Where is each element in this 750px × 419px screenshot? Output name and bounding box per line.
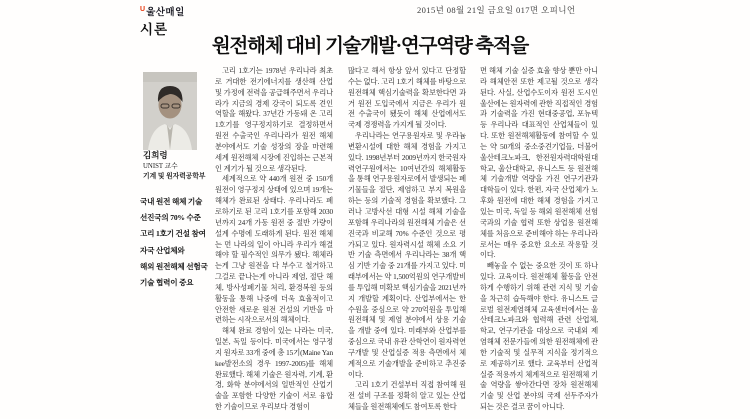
paragraph: 우리나라는 연구용원자로 및 우라늄 변환시설에 대한 해체 경험을 가지고 있다. 1998년부터 2009년까지 한국원자력연구원에서는 10여년간의 해체활동을 통해 연구용원자로에서 발생되는 폐기물들을 절단, 제염하고 부지 복원을 하는 등의 기술적 경험을 확보했다. 그러나 고방사선 대형 시설 해체 기술을 포함해 우리나라의 원전해체 기술은 선진국과 비교해 70% 수준인 것으로 평가되고 있다. 원자력시설 해체 소요 기반 기술 측면에서 우리나라는 38개 핵심 기반 기술 중 21개를 가지고 있다. 미래부에서는 약 1,500억원의 연구개발비를 투입해 미확보 핵심기술을 2021년까지 개발할 계획이다. 산업부에서는 한수원을 중심으로 약 270억원을 투입해 원전해체 및 제염 분야에서 상용 기술을 개발 중에 있다. 미래부와 산업부를 중심으로 국내 유관 산학연이 원자력연구개발 및 산업실증 적용 측면에서 체계적으로 기술개발을 준비하고 추진중이다. [348, 132, 466, 379]
article-headline: 원전해체 대비 기술개발·연구역량 축적을 [211, 36, 529, 57]
pull-quote [140, 194, 220, 291]
paragraph: 고리 1호기 건설부터 직접 참여해 원전 설비 구조를 정확히 알고 있는 산업체들을 원전해체에도 참여토록 한다 [348, 381, 466, 412]
pull-quote-line: 선진국의 70% 수준 [140, 213, 201, 223]
author-photo [143, 72, 197, 150]
body-column-2 [348, 66, 466, 413]
body-column-1 [215, 66, 333, 413]
paragraph: 빼놓을 수 없는 중요한 것이 또 하나 있다. 교육이다. 원전해체 활동을 안전하게 수행하기 위해 관련 지식 및 기술을 차근히 습득해야 한다. 유니스트 글로벌 원전제염해체 교육센터에서는 울산테크노파크와 협력해 관련 산업체, 학교, 연구기관을 대상으로 국내외 제염해체 전문가들에 의한 원전해체에 관한 기술적 및 실무적 지식을 정기적으로 제공하기로 했다. 교육부터 산업적 실증 적용까지 체계적으로 원전해체 기술 역량을 쌓아간다면 장차 원전해체 기술 및 산업 분야의 국제 선두주자가 되는 것은 결코 꿈이 아니다. [480, 262, 598, 412]
pull-quote-line: 자국 산업체와 [140, 245, 185, 255]
section-label: 시론 [140, 22, 169, 37]
paragraph: 해체 완료 경험이 있는 나라는 미국, 일본, 독일 등이다. 미국에서는 영구정지 원자로 33개 중에 총 15기(Maine Yankee발전소의 경우 1997-2005)를 해체 완료했다. 해체 기술은 원자력, 기계, 환경, 화학 분야에서의 일반적인 산업기술을 포함한 다양한 기술이 서로 융합한 기술이므로 우리보다 경험이 [215, 327, 333, 412]
portrait-photo-icon [143, 72, 197, 150]
author-block [143, 151, 206, 181]
paragraph: 고리 1호기는 1978년 우리나라 최초로 거대한 전기에너지를 생산해 산업 및 가정에 전력을 공급해주면서 우리나라가 지금의 경제 강국이 되도록 견인 역할을 해왔다. 37년간 가동돼 온 고리 1호기를 영구정지하기로 결정하면서 원전 수출국인 우리나라가 원전 해체 분야에서도 기술 성장의 장을 마련해 세계 원전해체 시장에 진입하는 근본적인 계기가 될 것으로 생각된다. [215, 67, 333, 173]
dateline: 2015년 08월 21일 금요일 017면 오피니언 [417, 5, 576, 15]
pull-quote-line: 국내 원전 해체 기술 [140, 197, 203, 206]
pull-quote-line: 고리 1호기 건설 참여 [140, 229, 206, 239]
logo-name: 울산매일 [146, 7, 185, 18]
body-column-3 [480, 66, 598, 413]
logo-u-icon: U [140, 6, 146, 13]
author-name: 김희령 [143, 150, 168, 160]
paragraph: 많다고 해서 항상 앞서 있다고 단정할 수는 없다. 고리 1호기 해체를 바탕으로 원전해체 핵심기술력을 확보한다면 과거 원전 도입국에서 지금은 우리가 원전 수출국이 됐듯이 해체 산업에서도 국제 경쟁력을 가지게 될 것이다. [348, 67, 466, 130]
pull-quote-line: 해외 원전해체 선험국 [140, 261, 208, 271]
pull-quote-line: 기술 협력이 중요 [140, 278, 194, 288]
author-title: UNIST 교수 [143, 162, 178, 170]
author-department: 기계 및 원자력공학부 [143, 173, 206, 181]
paragraph: 세계적으로 약 440개 원전 중 150개 원전이 영구정지 상태에 있으며 19개는 해체가 완료된 상태다. 우리나라도 폐로하기로 된 고리 1호기를 포함해 2030년까지 24개 가동 원전 중 절반 가량이 설계 수명에 도래하게 된다. 원전 해체는 먼 나라의 일이 아니라 우리가 해결해야 할 필수적인 의무가 됐다. 해체라는게 그냥 원전을 다 부수고 철거하고 그걸로 끝나는게 아니라 제염, 절단 해체, 방사성폐기물 처리, 환경복원 등의 활동을 통해 나중에 더욱 효율적이고 안전한 새로운 원전 건설의 기반을 마련하는 시작으로서의 해체이다. [215, 175, 333, 325]
paragraph: 면 해체 기술 실증 효율 향상 뿐만 아니라 해체안전 또한 제고될 것으로 생각된다. 사실, 산업수도이자 원전 도시인 울산에는 원자력에 관한 직접적인 경험과 기술력을 가진 현대중공업, 포뉴텍 등 우리나라 대표적인 산업체들이 있다. 또한 원전해체활동에 참여할 수 있는 약 50개의 중소중견기업들, 더불어 울산테크노파크, 한전원자력대학원대학교, 울산대학교, 유니스트 등 원전해체 기술개발 역량을 가진 연구기관과 대학들이 있다. 한편, 자국 산업체가 노후화 원전에 대한 해체 경험을 가지고 있는 미국, 독일 등 해외 원전해체 선험국과의 기술 협력 또한 상업용 원전해체를 처음으로 준비해야 하는 우리나라로서는 매우 중요한 요소로 작용할 것이다. [480, 67, 598, 260]
